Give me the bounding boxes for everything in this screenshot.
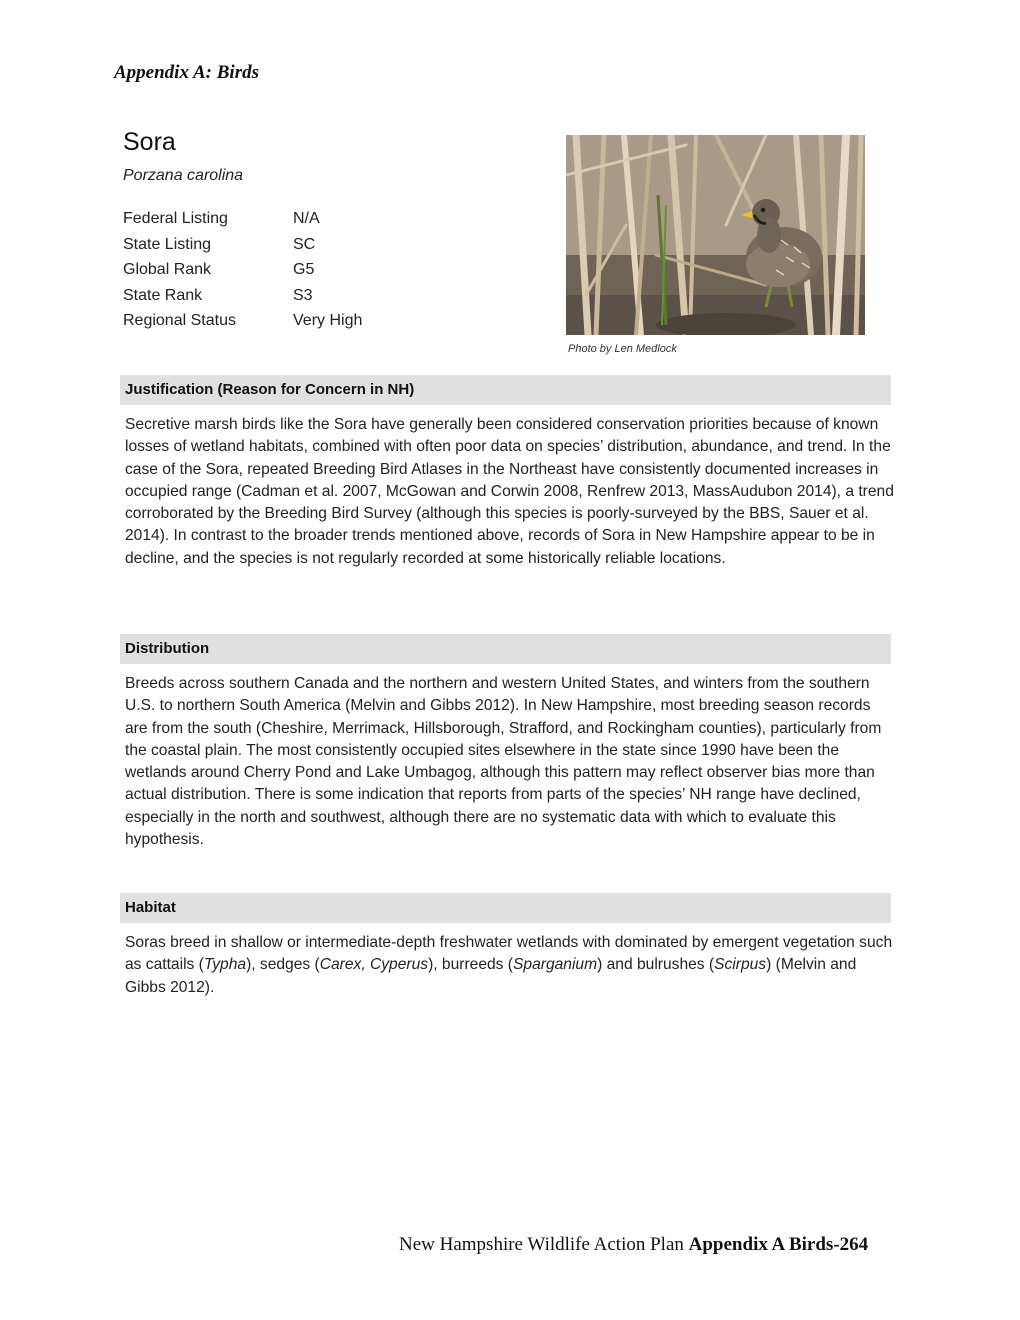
- status-row-global-rank: [123, 261, 362, 287]
- section-heading-habitat: Habitat: [120, 893, 891, 923]
- footer-plan-name: New Hampshire Wildlife Action Plan: [399, 1234, 689, 1255]
- status-row-federal: [123, 210, 362, 236]
- section-body-justification: Secretive marsh birds like the Sora have generally been considered conservation priorities because of known losses of wetland habitats, combined with often poor data on species’ distribution, abundance, and trend. In the case of the Sora, repeated Breeding Bird Atlases in the Northeast have consistently documented increases in occupied range (Cadman et al. 2007, McGowan and Corwin 2008, Renfrew 2013, MassAudubon 2014), a trend corroborated by the Breeding Bird Survey (although this species is poorly-surveyed by the BBS, Sauer et al. 2014). In contrast to the broader trends mentioned above, records of Sora in New Hampshire appear to be in decline, and the species is not regularly recorded at some historically reliable locations.: [125, 416, 894, 567]
- status-value: N/A: [293, 210, 320, 227]
- section-heading-distribution: Distribution: [120, 634, 891, 664]
- photo-credit: Photo by Len Medlock: [568, 343, 677, 355]
- status-label: Global Rank: [123, 261, 212, 278]
- status-table: [123, 210, 362, 338]
- status-label: State Rank: [123, 286, 203, 304]
- habitat-text: Soras breed in shallow or intermediate-depth freshwater wetlands with dominated by emergent vegetation such as cattails (: [125, 934, 893, 974]
- status-value: S3: [293, 286, 313, 304]
- status-label: State Listing: [123, 235, 212, 253]
- sora-bird-in-reeds-photo: [566, 135, 865, 335]
- section-body-habitat: [125, 932, 895, 999]
- status-value: SC: [293, 235, 316, 253]
- status-value: G5: [293, 261, 315, 278]
- habitat-taxon: Typha: [203, 956, 247, 974]
- page-header-title: Appendix A: Birds: [114, 62, 259, 83]
- status-row-state: [123, 236, 362, 262]
- status-row-regional: [123, 312, 362, 338]
- habitat-text: ), sedges (: [246, 956, 320, 974]
- species-common-name: Sora: [123, 128, 176, 156]
- page-footer: [399, 1234, 868, 1256]
- species-scientific-name: Porzana carolina: [123, 167, 244, 184]
- habitat-text: ) (Melvin and Gibbs 2012).: [125, 956, 857, 996]
- footer-page-label: Appendix A Birds-264: [688, 1234, 869, 1255]
- status-row-state-rank: [123, 287, 362, 313]
- status-value: Very High: [293, 312, 363, 329]
- status-label: Federal Listing: [123, 210, 228, 227]
- section-heading-justification: Justification (Reason for Concern in NH): [120, 375, 891, 405]
- habitat-text: ) and bulrushes (: [597, 956, 715, 974]
- habitat-taxon: Carex, Cyperus: [319, 956, 429, 974]
- habitat-text: ), burreeds (: [428, 956, 513, 974]
- habitat-taxon: Scirpus: [714, 956, 767, 974]
- section-body-distribution: Breeds across southern Canada and the northern and western United States, and winters from the southern U.S. to northern South America (Melvin and Gibbs 2012). In New Hampshire, most breeding season records are from the south (Cheshire, Merrimack, Hillsborough, Strafford, and Rockingham counties), particularly from the coastal plain. The most consistently occupied sites elsewhere in the state since 1990 have been the wetlands around Cherry Pond and Lake Umbagog, although this pattern may reflect observer bias more than actual distribution. There is some indication that reports from parts of the species’ NH range have declined, especially in the north and southwest, although there are no systematic data with which to evaluate this hypothesis.: [125, 675, 882, 849]
- habitat-taxon: Sparganium: [513, 956, 598, 974]
- status-label: Regional Status: [123, 312, 236, 329]
